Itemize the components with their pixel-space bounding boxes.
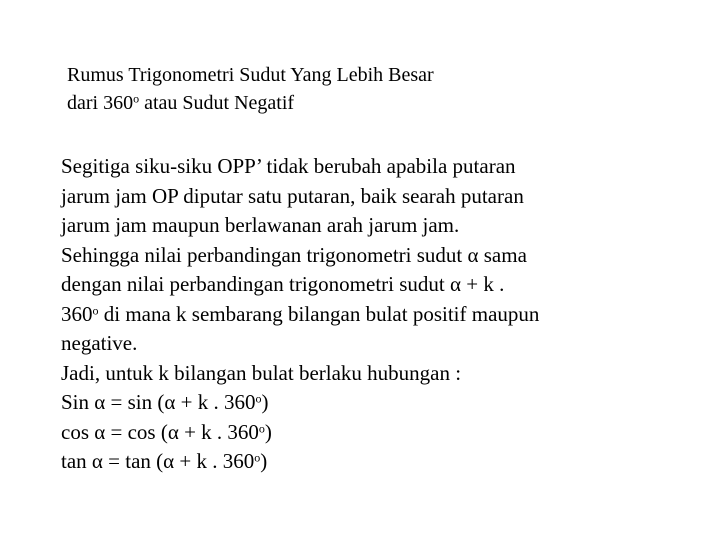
formula-tan-text: tan α = tan (α + k . 360	[61, 449, 255, 473]
paragraph-line-6-number: 360	[61, 301, 93, 326]
title-line-1: Rumus Trigonometri Sudut Yang Lebih Besar	[67, 64, 434, 86]
formula-sin-text: Sin α = sin (α + k . 360	[61, 390, 256, 414]
formula-sin-close: )	[261, 390, 269, 414]
formula-cos-close: )	[264, 419, 272, 444]
formula-cos-text: cos α = cos (α + k . 360	[61, 419, 259, 444]
paragraph-line-3: jarum jam maupun berlawanan arah jarum jam.	[61, 213, 460, 237]
formula-cos	[61, 418, 701, 448]
paragraph-line-5: dengan nilai perbandingan trigonometri sudut α + k .	[61, 272, 505, 296]
conclusion-text: Jadi, untuk k bilangan bulat berlaku hubungan :	[61, 360, 462, 385]
degree-symbol: o	[258, 420, 265, 435]
paragraph-line-4: Sehingga nilai perbandingan trigonometri sudut α sama	[61, 242, 527, 267]
degree-symbol: o	[133, 91, 140, 106]
slide-body	[61, 152, 701, 477]
paragraph-line-6-text: di mana k sembarang bilangan bulat positif maupun	[98, 301, 540, 326]
degree-symbol: o	[92, 302, 99, 317]
degree-symbol: o	[255, 391, 262, 406]
formula-tan-close: )	[260, 449, 268, 473]
slide-title	[67, 61, 667, 117]
degree-symbol: o	[254, 450, 261, 465]
paragraph-line-7: negative.	[61, 331, 138, 355]
formula-tan	[61, 447, 701, 477]
title-line-2-text: dari 360	[67, 92, 134, 114]
formula-sin	[61, 388, 701, 418]
explanation-paragraph	[61, 152, 701, 359]
paragraph-line-6	[61, 300, 701, 330]
paragraph-line-2: jarum jam OP diputar satu putaran, baik searah putaran	[61, 183, 524, 208]
paragraph-line-1: Segitiga siku-siku OPP’ tidak berubah apabila putaran	[61, 154, 516, 178]
title-line-2	[67, 89, 667, 117]
title-line-2-tail: atau Sudut Negatif	[139, 92, 295, 114]
